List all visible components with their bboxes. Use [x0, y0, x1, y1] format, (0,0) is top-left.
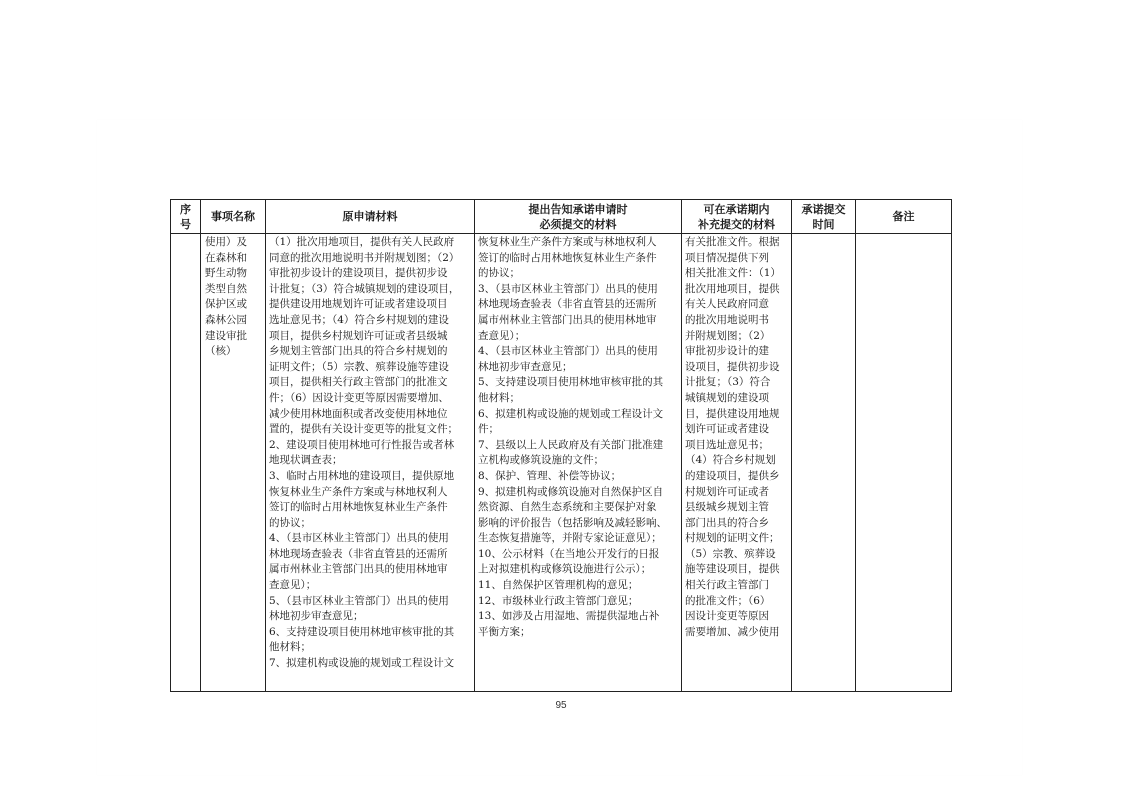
cell-remark-text: [856, 234, 951, 691]
header-original-label: 原申请材料: [342, 210, 398, 223]
header-name-label: 事项名称: [211, 210, 255, 223]
cell-original-text: （1）批次用地项目，提供有关人民政府 同意的批次用地说明书并附规划图；（2） 审批初步设计的建设项目，提供初步设 计批复；（3）符合城镇规划的建设项目， 提供建设用地规划许可证或者建设项目 选址意见书；（4）符合乡村规划的建设 项目，提供乡村规划许可证或者县级城 乡规划主管部门出具的符合乡村规划的 证明文件；（5）宗教、殡葬设施等建设 项目，提供相关行政主管部门的批准文 件；（6）因设计变更等原因需要增加、 减少使用林地面积或者改变使用林地位 置的，提供有关设计变更等的批复文件； 2、建设项目使用林地可行性报告或者林 地现状调查表； 3、临时占用林地的建设项目，提供原地 恢复林业生产条件方案或与林地权利人 签订的临时占用林地恢复林业生产条件 的协议； 4、（县市区林业主管部门）出具的使用 林地现场查验表（非省直管县的还需所 属市州林业主管部门出具的使用林地审 查意见）； 5、（县市区林业主管部门）出具的使用 林地初步审查意见； 6、支持建设项目使用林地审核审批的其 他材料； 7、拟建机构或设施的规划或工程设计文: [269, 236, 460, 670]
cell-time-text: [792, 234, 855, 691]
header-no: [171, 200, 201, 234]
cell-later-text: 有关批准文件。根据 项目情况提供下列 相关批准文件：（1） 批次用地项目，提供 有关人民政府同意 的批次用地说明书 并附规划图；（2） 审批初步设计的建 设项目，提供初步设 计批复；（3）符合 城镇规划的建设项 目，提供建设用地规 划许可证或者建设 项目选址意见书； （4）符合乡村规划 的建设项目，提供乡 村规划许可证或者 县级城乡规划主管 部门出具的符合乡 村规划的证明文件； （5）宗教、殡葬设 施等建设项目，提供 相关行政主管部门 的批准文件；（6） 因设计变更等原因 需要增加、减少使用: [685, 236, 781, 638]
header-remark-label: 备注: [892, 210, 915, 223]
header-time: [792, 200, 856, 234]
cell-remark: [856, 234, 952, 692]
cell-no-text: [171, 234, 200, 691]
header-later-line2: 补充提交的材料: [698, 217, 775, 231]
header-required-line2: 必须提交的材料: [539, 217, 617, 231]
header-no-label: 序号: [180, 202, 191, 231]
table-header-row: [171, 200, 952, 234]
header-time-line1: 承诺提交: [801, 202, 846, 216]
materials-table: [170, 199, 952, 692]
cell-no: [171, 234, 201, 692]
header-later: [682, 200, 792, 234]
cell-required: [475, 234, 682, 692]
header-later-line1: 可在承诺期内: [703, 202, 770, 216]
header-required: [475, 200, 682, 234]
table-row: [171, 234, 952, 692]
cell-name-text: 使用）及 在森林和 野生动物 类型自然 保护区或 森林公园 建设审批 （核）: [205, 236, 247, 358]
header-name: [201, 200, 266, 234]
cell-name: [201, 234, 266, 692]
header-required-line1: 提出告知承诺申请时: [528, 202, 628, 216]
header-original: [266, 200, 475, 234]
cell-required-text: 恢复林业生产条件方案或与林地权利人 签订的临时占用林地恢复林业生产条件 的协议； 3、（县市区林业主管部门）出具的使用 林地现场查验表（非省直管县的还需所 属市州林业主管部门出具的使用林地审 查意见）； 4、（县市区林业主管部门）出具的使用 林地初步审查意见； 5、支持建设项目使用林地审核审批的其 他材料； 6、拟建机构或设施的规划或工程设计文 件； 7、县级以上人民政府及有关部门批准建 立机构或修筑设施的文件； 8、保护、管理、补偿等协议； 9、拟建机构或修筑设施对自然保护区自 然资源、自然生态系统和主要保护对象 影响的评价报告（包括影响及减轻影响、 生态恢复措施等，并附专家论证意见）； 10、公示材料（在当地公开发行的日报 上对拟建机构或修筑设施进行公示）； 11、自然保护区管理机构的意见； 12、市级林业行政主管部门意见； 13、如涉及占用湿地、需提供湿地占补 平衡方案；: [478, 236, 667, 638]
cell-time: [792, 234, 856, 692]
header-remark: [856, 200, 952, 234]
header-time-line2: 时间: [812, 217, 835, 231]
cell-later: [682, 234, 792, 692]
cell-original: [266, 234, 475, 692]
page-number: 95: [555, 700, 567, 711]
